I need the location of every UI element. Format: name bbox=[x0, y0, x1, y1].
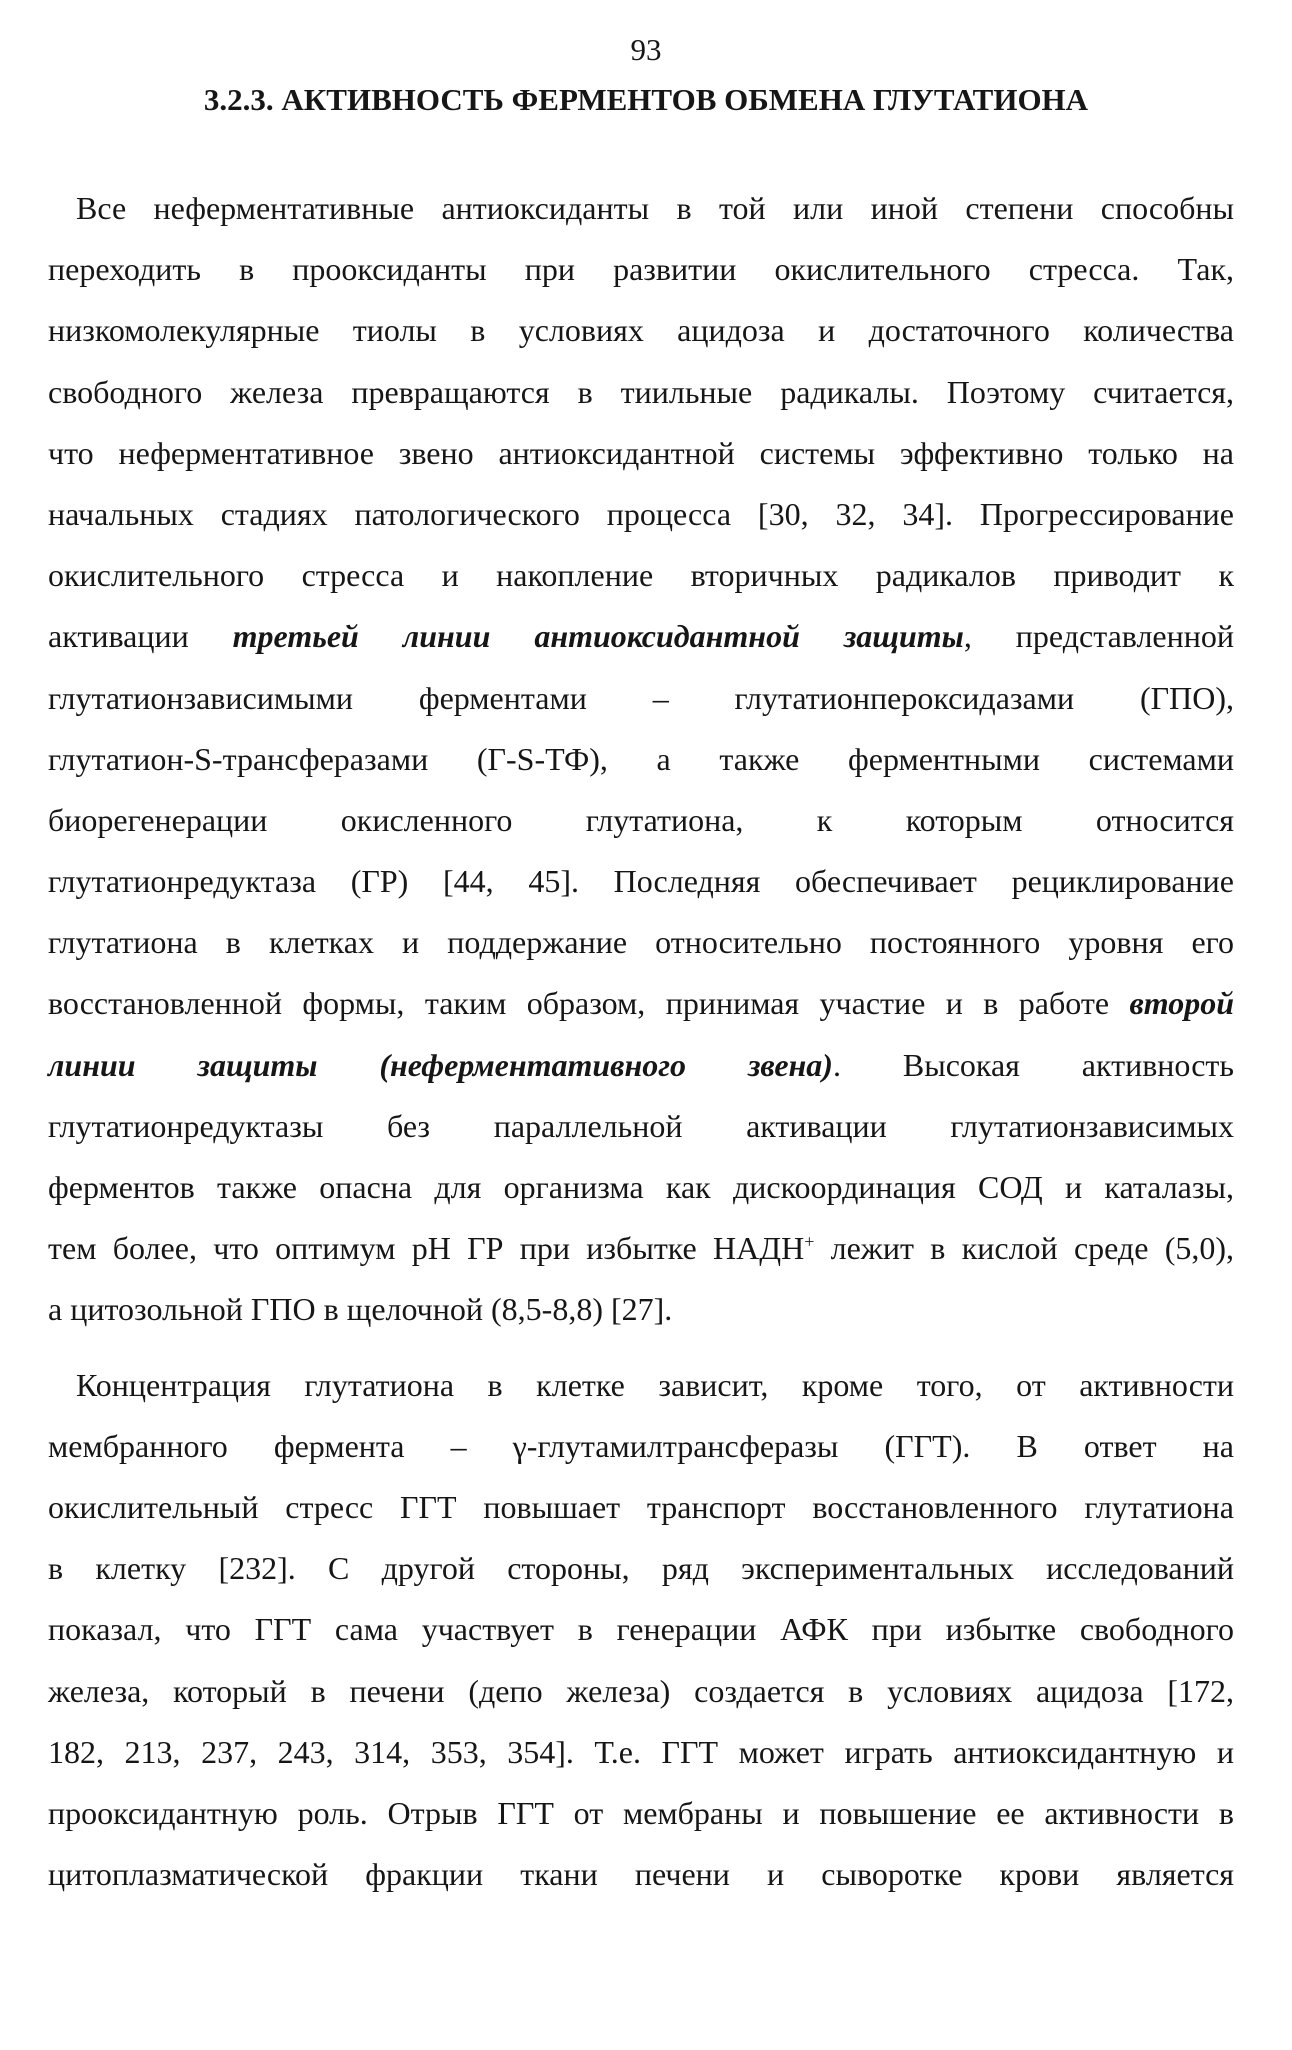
emphasized-text: линии защиты (неферментативного звена) bbox=[48, 1046, 833, 1083]
text-run: глутатионзависимыми ферментами – глутатионпероксидазами (ГПО), bbox=[48, 679, 1234, 716]
text-run: глутатионредуктазы без параллельной активации глутатионзависимых bbox=[48, 1107, 1234, 1144]
text-run: глутатиона в клетках и поддержание относительно постоянного уровня его bbox=[48, 924, 1234, 961]
text-line bbox=[48, 1538, 1234, 1599]
text-run: железа, который в печени (депо железа) создается в условиях ацидоза [172, bbox=[48, 1672, 1234, 1709]
text-line bbox=[48, 606, 1234, 667]
text-line bbox=[48, 668, 1234, 729]
section-heading: 3.2.3. АКТИВНОСТЬ ФЕРМЕНТОВ ОБМЕНА ГЛУТАТИОНА bbox=[203, 82, 1089, 117]
text-run: а цитозольной ГПО в щелочной (8,5-8,8) [27]. bbox=[48, 1291, 673, 1328]
text-line bbox=[48, 790, 1234, 851]
text-line bbox=[48, 1416, 1234, 1477]
text-run: лежит в кислой среде (5,0), bbox=[814, 1230, 1234, 1267]
text-run: прооксидантную роль. Отрыв ГГТ от мембраны и повышение ее активности в bbox=[48, 1794, 1234, 1831]
text-line bbox=[48, 545, 1234, 606]
text-line bbox=[48, 423, 1234, 484]
text-line bbox=[48, 1599, 1234, 1660]
text-line bbox=[48, 1035, 1234, 1096]
text-run: переходить в прооксиданты при развитии окислительного стресса. Так, bbox=[48, 251, 1234, 288]
text-run: в клетку [232]. С другой стороны, ряд экспериментальных исследований bbox=[48, 1550, 1234, 1587]
text-line bbox=[48, 851, 1234, 912]
text-run: Концентрация глутатиона в клетке зависит, кроме того, от активности bbox=[76, 1366, 1234, 1403]
text-run: низкомолекулярные тиолы в условиях ацидоза и достаточного количества bbox=[48, 312, 1234, 349]
text-run: восстановленной формы, таким образом, принимая участие и в работе bbox=[48, 985, 1130, 1022]
text-run: активации bbox=[48, 618, 233, 655]
text-run: свободного железа превращаются в тиильные радикалы. Поэтому считается, bbox=[48, 373, 1234, 410]
text-line bbox=[48, 362, 1234, 423]
text-run: Все неферментативные антиоксиданты в той или иной степени способны bbox=[76, 190, 1234, 226]
text-line bbox=[48, 912, 1234, 973]
text-line bbox=[48, 1096, 1234, 1157]
text-run: что неферментативное звено антиоксидантной системы эффективно только на bbox=[48, 434, 1234, 471]
superscript: + bbox=[804, 1231, 815, 1252]
text-line bbox=[48, 178, 1234, 239]
text-run: , представленной bbox=[963, 618, 1235, 655]
text-line bbox=[48, 1477, 1234, 1538]
text-line bbox=[48, 1661, 1234, 1722]
text-line bbox=[48, 1722, 1234, 1783]
text-line bbox=[48, 300, 1234, 361]
text-line bbox=[48, 1355, 1234, 1416]
text-run: цитоплазматической фракции ткани печени и сыворотке крови является bbox=[48, 1856, 1234, 1893]
text-line bbox=[48, 484, 1234, 545]
text-run: начальных стадиях патологического процесса [30, 32, 34]. Прогрессирование bbox=[48, 495, 1234, 532]
emphasized-text: третьей линии антиоксидантной защиты bbox=[232, 618, 964, 655]
text-run: тем более, что оптимум pH ГР при избытке НАДН bbox=[48, 1230, 805, 1267]
text-run: 182, 213, 237, 243, 314, 353, 354]. Т.е. ГГТ может играть антиоксидантную и bbox=[48, 1733, 1234, 1770]
text-run: окислительный стресс ГГТ повышает транспорт восстановленного глутатиона bbox=[48, 1488, 1234, 1525]
text-line bbox=[48, 1157, 1234, 1218]
text-line bbox=[48, 973, 1234, 1034]
paragraph bbox=[48, 178, 1234, 1341]
page-number: 93 bbox=[630, 32, 662, 67]
text-run: окислительного стресса и накопление вторичных радикалов приводит к bbox=[48, 557, 1234, 594]
text-line bbox=[48, 1218, 1234, 1279]
text-line bbox=[48, 239, 1234, 300]
text-run: глутатионредуктаза (ГР) [44, 45]. Последняя обеспечивает рециклирование bbox=[48, 863, 1234, 900]
text-line bbox=[48, 1279, 1234, 1340]
text-run: глутатион-S-трансферазами (Г-S-ТФ), а также ферментными системами bbox=[48, 740, 1234, 777]
text-run: мембранного фермента – γ-глутамилтрансферазы (ГГТ). В ответ на bbox=[48, 1427, 1234, 1464]
text-line bbox=[48, 1844, 1234, 1905]
text-run: . Высокая активность bbox=[832, 1046, 1235, 1083]
text-run: биорегенерации окисленного глутатиона, к которым относится bbox=[48, 801, 1234, 838]
text-line bbox=[48, 1783, 1234, 1844]
text-line bbox=[48, 729, 1234, 790]
emphasized-text: второй bbox=[1129, 985, 1234, 1022]
body-text bbox=[48, 178, 1234, 1919]
text-run: показал, что ГГТ сама участвует в генерации АФК при избытке свободного bbox=[48, 1611, 1234, 1648]
paragraph bbox=[48, 1355, 1234, 1906]
text-run: ферментов также опасна для организма как дискоординация СОД и каталазы, bbox=[48, 1169, 1234, 1205]
